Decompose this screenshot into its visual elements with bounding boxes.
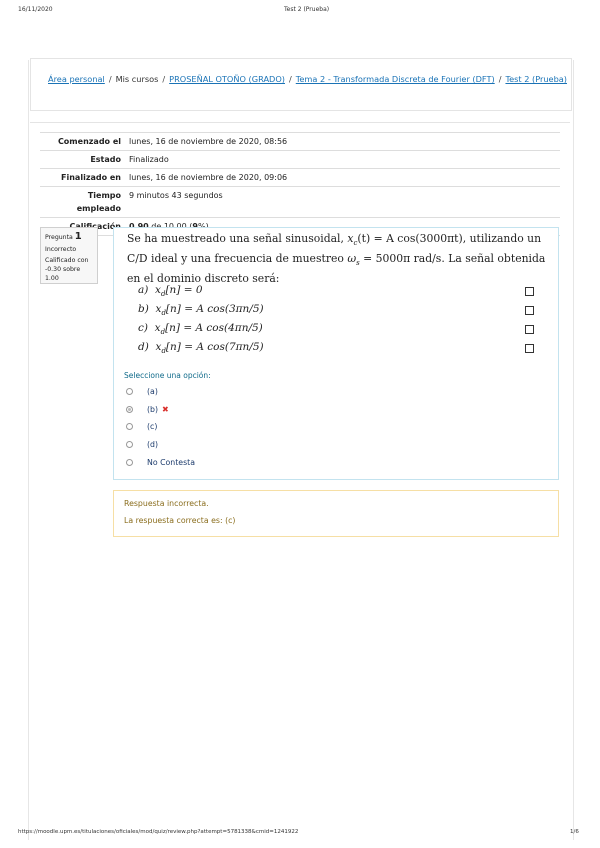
summary-key: Tiempo empleado xyxy=(40,187,125,218)
answer-choice-label[interactable]: (a) xyxy=(147,387,158,396)
question-label: Pregunta xyxy=(45,234,73,241)
breadcrumb xyxy=(48,74,567,84)
answer-choice-c[interactable] xyxy=(126,422,157,431)
formula-rest: (t) = A cos(3000πt) xyxy=(357,232,463,245)
option-checkbox-c[interactable] xyxy=(525,325,534,334)
option-checkbox-d[interactable] xyxy=(525,344,534,353)
radio-button[interactable] xyxy=(126,441,133,448)
print-title: Test 2 (Prueba) xyxy=(284,6,330,13)
breadcrumb-item-topic[interactable]: Tema 2 - Transformada Discreta de Fourier (DFT) xyxy=(295,74,495,84)
option-expr: [n] = 0 xyxy=(165,284,203,296)
statement-option-a xyxy=(138,284,203,298)
radio-button-selected[interactable] xyxy=(126,406,133,413)
option-expr: [n] = A cos(4πn/5) xyxy=(165,322,263,334)
option-var: x xyxy=(154,322,161,334)
formula-sub: s xyxy=(356,259,360,268)
breadcrumb-separator: / xyxy=(162,74,166,84)
summary-key: Comenzado el xyxy=(40,133,125,151)
option-expr: [n] = A cos(7πn/5) xyxy=(165,341,264,353)
statement-option-c xyxy=(138,322,263,336)
option-letter: d) xyxy=(138,341,149,353)
summary-value: 9 minutos 43 segundos xyxy=(125,187,560,218)
question-text-part: , utilizando un C/D ideal y una frecuencia de muestreo xyxy=(127,232,542,266)
breadcrumb-panel xyxy=(30,58,572,111)
attempt-summary-table xyxy=(40,132,560,236)
formula-var: ω xyxy=(347,252,357,266)
option-letter: c) xyxy=(138,322,148,334)
statement-option-b xyxy=(138,303,264,317)
answer-choice-d[interactable] xyxy=(126,440,158,449)
option-letter: a) xyxy=(138,284,149,296)
question-state: Incorrecto xyxy=(45,246,77,253)
answer-choice-a[interactable] xyxy=(126,387,158,396)
option-var-sub: d xyxy=(161,309,166,318)
question-text xyxy=(127,231,547,286)
question-grade: Calificado con -0.30 sobre 1.00 xyxy=(45,257,89,282)
option-var: x xyxy=(155,303,162,315)
summary-key: Estado xyxy=(40,151,125,169)
question-number: 1 xyxy=(74,231,82,242)
feedback-incorrect: Respuesta incorrecta. xyxy=(124,499,209,508)
radio-button[interactable] xyxy=(126,388,133,395)
option-var: x xyxy=(155,341,162,353)
breadcrumb-separator: / xyxy=(289,74,292,84)
radio-button[interactable] xyxy=(126,459,133,466)
summary-value: lunes, 16 de noviembre de 2020, 09:06 xyxy=(125,169,560,187)
statement-option-d xyxy=(138,341,264,355)
breadcrumb-item-test[interactable]: Test 2 (Prueba) xyxy=(505,74,567,84)
option-expr: [n] = A cos(3πn/5) xyxy=(165,303,264,315)
option-var: x xyxy=(155,284,161,296)
answer-choice-label[interactable]: (b) xyxy=(147,405,159,414)
summary-value: Finalizado xyxy=(125,151,560,169)
content-divider xyxy=(30,122,570,123)
breadcrumb-item-course[interactable]: PROSEÑAL OTOÑO (GRADO) xyxy=(169,74,285,84)
formula-rest: = 5000π rad/s xyxy=(359,252,442,266)
answer-prompt: Seleccione una opción: xyxy=(124,371,211,380)
question-info-panel xyxy=(40,227,98,284)
feedback-correct-answer: La respuesta correcta es: (c) xyxy=(124,516,236,525)
question-text-part: . La señal obtenida en el dominio discreto será: xyxy=(127,252,546,286)
option-var-sub: d xyxy=(161,347,166,356)
answer-choice-b[interactable] xyxy=(126,405,169,414)
option-checkbox-b[interactable] xyxy=(525,306,534,315)
formula-sub: c xyxy=(353,239,358,248)
print-date: 16/11/2020 xyxy=(18,6,53,13)
breadcrumb-separator: / xyxy=(498,74,502,84)
table-row xyxy=(40,151,560,169)
table-row xyxy=(40,133,560,151)
option-checkbox-a[interactable] xyxy=(525,287,534,296)
option-var-sub: d xyxy=(160,290,166,299)
breadcrumb-separator: / xyxy=(108,74,112,84)
option-var-sub: d xyxy=(160,328,166,337)
answer-choice-label[interactable]: (c) xyxy=(147,422,158,431)
summary-key: Finalizado en xyxy=(40,169,125,187)
feedback-panel xyxy=(113,490,559,537)
question-text-part: Se ha muestreado una señal sinusoidal, xyxy=(127,232,348,245)
breadcrumb-item-mis-cursos: Mis cursos xyxy=(115,74,159,84)
table-row xyxy=(40,187,560,218)
breadcrumb-item-area-personal[interactable]: Área personal xyxy=(48,74,105,84)
summary-value: lunes, 16 de noviembre de 2020, 08:56 xyxy=(125,133,560,151)
print-page-number: 1/6 xyxy=(570,829,579,835)
answer-choice-no-contesta[interactable] xyxy=(126,458,195,467)
answer-choice-label[interactable]: (d) xyxy=(147,440,159,449)
print-url: https://moodle.upm.es/titulaciones/oficiales/mod/quiz/review.php?attempt=5781338&cmid=1241922 xyxy=(18,829,299,835)
radio-button[interactable] xyxy=(126,423,133,430)
option-letter: b) xyxy=(138,303,149,315)
incorrect-icon: ✖ xyxy=(162,405,169,414)
answer-choice-label[interactable]: No Contesta xyxy=(147,458,195,467)
table-row xyxy=(40,169,560,187)
formula-var: x xyxy=(347,232,354,245)
